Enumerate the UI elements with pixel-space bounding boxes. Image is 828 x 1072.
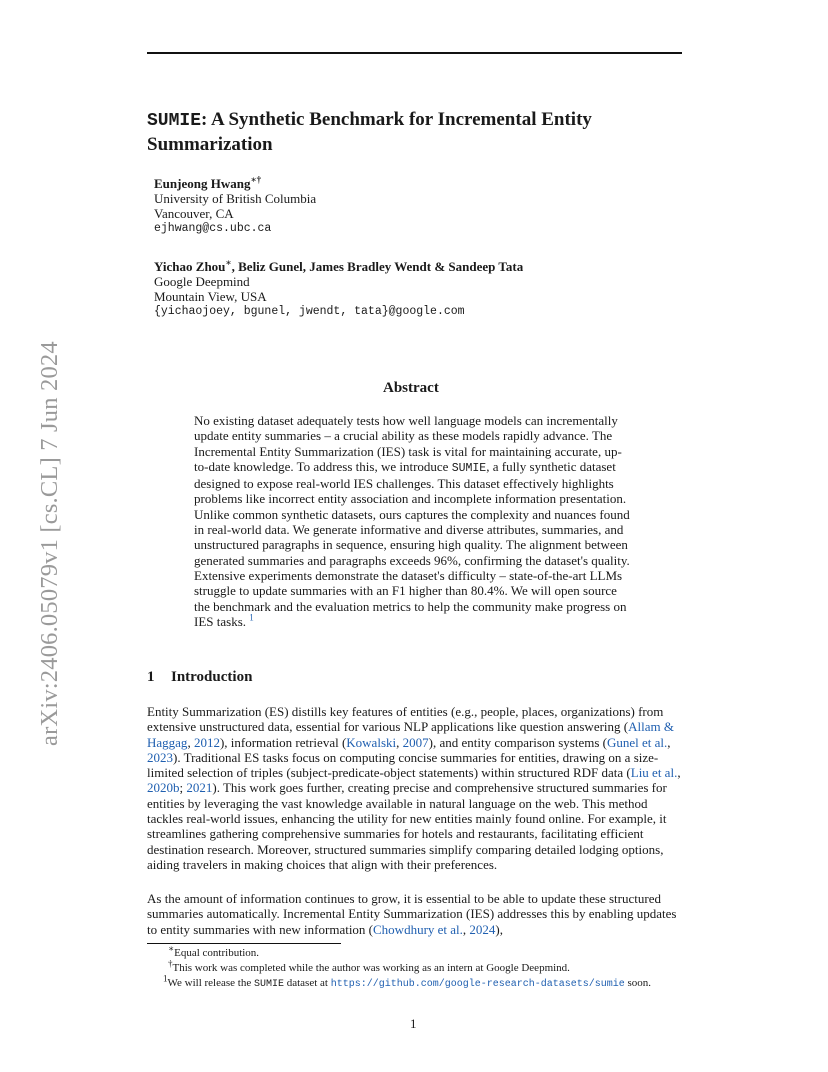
section-number: 1 — [147, 669, 155, 685]
author-location: Mountain View, USA — [154, 289, 267, 304]
footnote-text: This work was completed while the author was working as an intern at Google Deepmind. — [172, 962, 570, 974]
arxiv-stamp: arXiv:2406.05079v1 [cs.CL] 7 Jun 2024 — [36, 341, 63, 746]
text: , — [667, 734, 671, 750]
citation-link[interactable]: Liu et al. — [630, 765, 678, 781]
author-name-text: Eunjeong Hwang — [154, 176, 251, 191]
abstract-code: SUMIE — [451, 461, 487, 475]
citation-year-link[interactable]: 2007 — [402, 734, 429, 750]
author-name — [154, 176, 316, 191]
author-marks: ∗† — [250, 174, 262, 185]
author-location: Vancouver, CA — [154, 206, 234, 221]
footnote-2 — [168, 958, 570, 975]
text: , — [462, 921, 470, 937]
citation-link[interactable]: Kowalski — [346, 734, 397, 750]
abstract-text — [194, 413, 636, 629]
citation-link[interactable]: Chowdhury et al. — [373, 921, 463, 937]
citation-year-link[interactable]: 2012 — [193, 734, 220, 750]
citation-year-link[interactable]: 2021 — [186, 780, 213, 796]
footnote-mark: 1 — [163, 973, 168, 984]
section-heading — [147, 669, 252, 686]
title-code: SUMIE — [147, 111, 202, 131]
author-name-first: Yichao Zhou — [154, 259, 226, 274]
paragraph-1 — [147, 704, 683, 872]
author-mark: ∗ — [225, 257, 232, 268]
text: ). This work goes further, creating precise and comprehensive structured summaries for entities by leveraging the vast knowledge available in natural language on the web. This method tackles real-world issues, enhancing the utility for new entities mainly found online. For example, it streamlines gathering comprehensive summaries for hotels and restaurants, facilitating efficient destination research. Moreover, structured summaries simplify comparing detailed lodging options, aiding travelers in making choices that align with their preferences. — [147, 780, 667, 872]
footnote-code: SUMIE — [253, 979, 284, 990]
footnote-mark: † — [168, 958, 173, 969]
author-affiliation: Google Deepmind — [154, 274, 250, 289]
text: , — [187, 734, 194, 750]
footnote-text: dataset at — [283, 977, 331, 989]
dataset-url-link[interactable]: https://github.com/google-research-datasets/sumie — [330, 979, 625, 990]
title-text: : A Synthetic Benchmark for Incremental Entity Summarization — [147, 109, 592, 155]
author-email: {yichaojoey, bgunel, jwendt, tata}@google.com — [154, 305, 465, 318]
text: ), — [495, 921, 504, 937]
footnote-3 — [163, 973, 652, 991]
footnote-text: Equal contribution. — [174, 947, 260, 959]
author-email: ejhwang@cs.ubc.ca — [154, 222, 272, 235]
citation-link[interactable]: Gunel et al. — [606, 734, 668, 750]
text: ), and entity comparison systems ( — [428, 734, 607, 750]
text: , — [396, 734, 403, 750]
text: ). Traditional ES tasks focus on computing concise summaries for entities, drawing on a size-limited selection of triples (subject-predicate-object statements) within structured RDF data ( — [147, 749, 659, 781]
section-title: Introduction — [171, 669, 253, 685]
top-rule — [147, 52, 682, 54]
abstract-heading: Abstract — [383, 380, 439, 396]
abstract-text-a: No existing dataset adequately tests how well language models can incrementally update entity summaries – a crucial ability as these models rapidly advance. The Incremental Entity Summarization (IES) task is vital for maintaining accurate, up-to-date knowledge. To address this, we introduce — [194, 413, 622, 474]
citation-year-link[interactable]: 2020b — [147, 780, 180, 796]
citation-year-link[interactable]: 2024 — [469, 921, 496, 937]
text: Entity Summarization (ES) distills key features of entities (e.g., people, places, organizations) from extensive unstructured data, essential for various NLP applications like question answering ( — [147, 704, 664, 735]
text: ; — [179, 780, 187, 796]
text: , — [677, 765, 681, 781]
abstract-text-b: , a fully synthetic dataset designed to expose real-world IES challenges. This dataset effectively highlights problems like incorrect entity association and incomplete information presentation. Unlike common synthetic datasets, ours captures the complexity and nuances found in real-world data. We generate informative and diverse attributes, summaries, and unstructured paragraphs in sequence, ensuring high quality. The alignment between generated summaries and paragraphs exceeds 96%, confirming the dataset's quality. Extensive experiments demonstrate the dataset's difficulty – state-of-the-art LLMs struggle to update summaries with an F1 higher than 80.4%. We will open source the benchmark and the evaluation metrics to help the community make progress on IES tasks. — [194, 458, 630, 629]
footnote-text: We will release the — [167, 977, 254, 989]
footnote-1 — [168, 943, 260, 960]
citation-year-link[interactable]: 2023 — [147, 749, 173, 765]
author-block-2 — [154, 259, 523, 319]
author-affiliation: University of British Columbia — [154, 191, 317, 206]
footnote-rule — [147, 943, 341, 944]
page-number: 1 — [410, 1016, 417, 1031]
footnote-text: soon. — [624, 977, 652, 989]
footnote-link[interactable]: 1 — [249, 612, 254, 623]
author-block-1 — [154, 176, 316, 236]
author-names — [154, 259, 523, 274]
paper-title — [147, 108, 692, 156]
text: As the amount of information continues to grow, it is essential to be able to update these structured summaries automatically. Incremental Entity Summarization (IES) addresses this by enabling updates to entity summaries with new information ( — [147, 891, 677, 937]
author-names-rest: , Beliz Gunel, James Bradley Wendt & Sandeep Tata — [231, 259, 524, 274]
footnote-mark: ∗ — [168, 943, 175, 954]
paragraph-2 — [147, 891, 683, 937]
citation-link[interactable]: Allam & Haggag — [147, 719, 674, 750]
text: ), information retrieval ( — [219, 734, 347, 750]
